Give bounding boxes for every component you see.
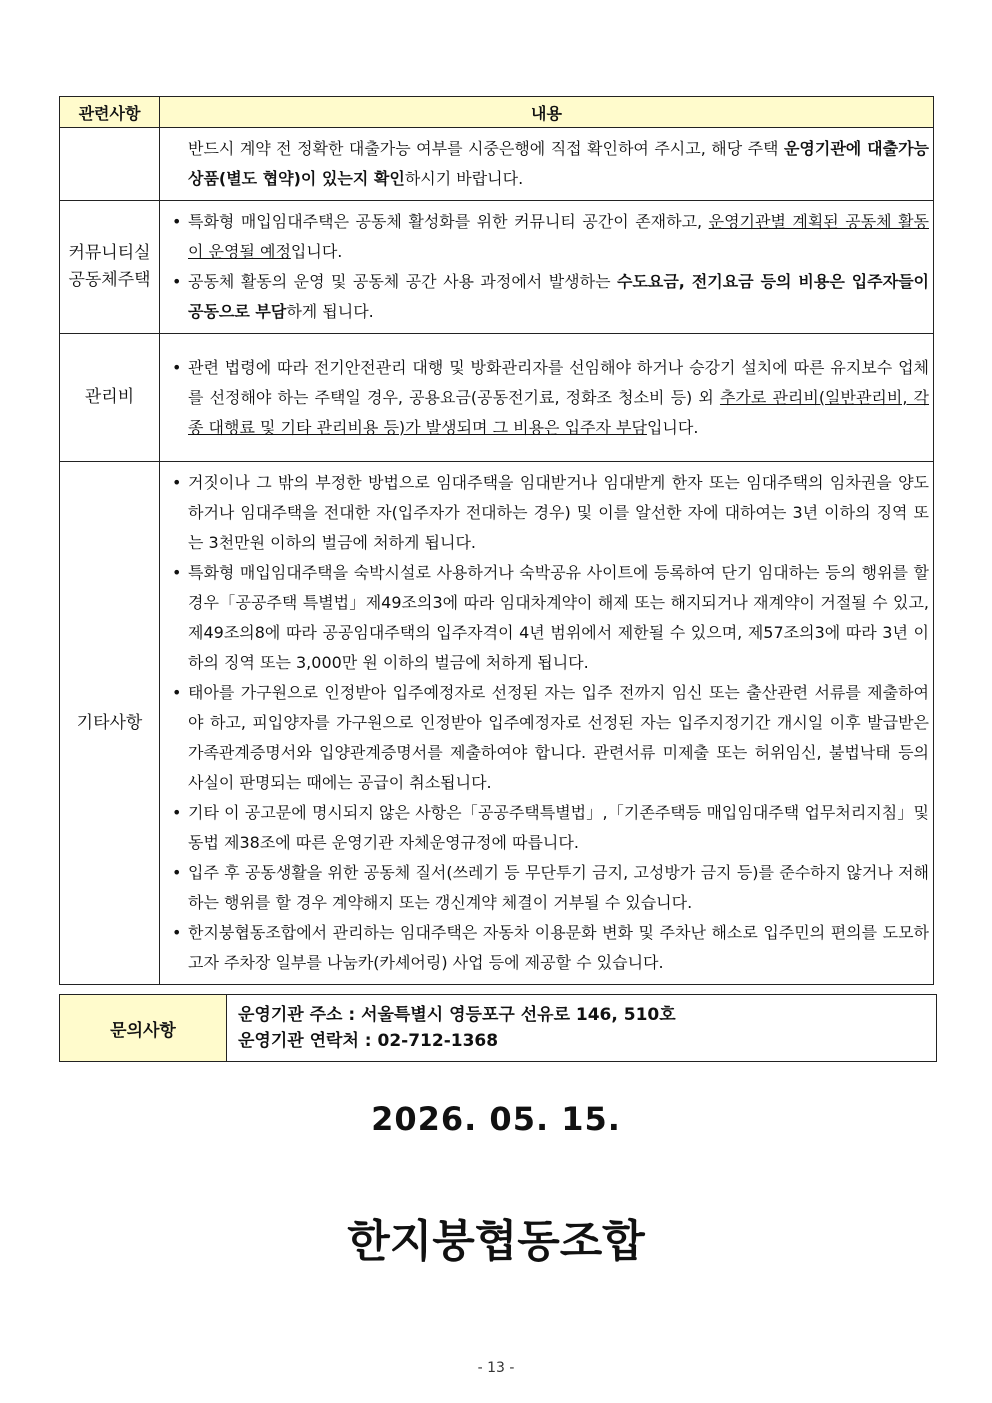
page-number: - 13 - — [477, 1360, 515, 1376]
list-item: • 특화형 매입임대주택은 공동체 활성화를 위한 커뮤니티 공간이 존재하고, 운영기관별 계획된 공동체 활동이 운영될 예정입니다. — [168, 207, 929, 267]
contact-label: 문의사항 — [60, 995, 227, 1062]
contact-phone: 운영기관 연락처 : 02-712-1368 — [238, 1031, 499, 1051]
row-content-community — [160, 201, 934, 334]
list-item: • 거짓이나 그 밖의 부정한 방법으로 임대주택을 임대받거나 임대받게 한자 또는 임대주택의 임차권을 양도하거나 임대주택을 전대한 자(입주자가 전대하는 경우) 및 이를 알선한 자에 대하여는 3년 이하의 징역 또는 3천만원 이하의 벌금에 처하게 됩니다. — [168, 468, 929, 558]
row-content-loan — [160, 128, 934, 201]
row-category-maintenance: 관리비 — [60, 334, 160, 462]
bullet-list — [168, 468, 929, 978]
row-content-other — [160, 462, 934, 985]
table-row — [60, 128, 934, 201]
loan-paragraph: 반드시 계약 전 정확한 대출가능 여부를 시중은행에 직접 확인하여 주시고, 해당 주택 운영기관에 대출가능 상품(별도 협약)이 있는지 확인하시기 바랍니다. — [188, 139, 929, 188]
header-category: 관련사항 — [60, 97, 160, 128]
list-item: • 관련 법령에 따라 전기안전관리 대행 및 방화관리자를 선임해야 하거나 승강기 설치에 따른 유지보수 업체를 선정해야 하는 주택일 경우, 공용요금(공동전기료, 정화조 청소비 등) 외 추가로 관리비(일반관리비, 각종 대행료 및 기타 관리비용 등)가 발생되며 그 비용은 입주자 부담입니다. — [168, 353, 929, 443]
table-row — [60, 334, 934, 462]
list-item: • 태아를 가구원으로 인정받아 입주예정자로 선정된 자는 입주 전까지 임신 또는 출산관련 서류를 제출하여야 하고, 피입양자를 가구원으로 인정받아 입주예정자로 선정된 자는 입주지정기간 개시일 이후 발급받은 가족관계증명서와 입양관계증명서를 제출하여야 합니다. 관련서류 미제출 또는 허위임신, 불법낙태 등의 사실이 판명되는 때에는 공급이 취소됩니다. — [168, 678, 929, 798]
row-category-other: 기타사항 — [60, 462, 160, 985]
list-item: • 특화형 매입임대주택을 숙박시설로 사용하거나 숙박공유 사이트에 등록하여 단기 임대하는 등의 행위를 할 경우「공공주택 특별법」제49조의3에 따라 임대차계약이 해제 또는 해지되거나 재계약이 거절될 수 있고, 제49조의8에 따라 공공임대주택의 입주자격이 4년 범위에서 제한될 수 있으며, 제57조의3에 따라 3년 이하의 징역 또는 3,000만 원 이하의 벌금에 처하게 됩니다. — [168, 558, 929, 678]
row-category-empty — [60, 128, 160, 201]
header-content: 내용 — [160, 97, 934, 128]
list-item: • 기타 이 공고문에 명시되지 않은 사항은「공공주택특별법」,「기존주택등 매입임대주택 업무처리지침」및 동법 제38조에 따른 운영기관 자체운영규정에 따릅니다. — [168, 798, 929, 858]
list-item: • 공동체 활동의 운영 및 공동체 공간 사용 과정에서 발생하는 수도요금, 전기요금 등의 비용은 입주자들이 공동으로 부담하게 됩니다. — [168, 267, 929, 327]
bullet-list — [168, 353, 929, 443]
row-category-community: 커뮤니티실 공동체주택 — [60, 201, 160, 334]
list-item: • 입주 후 공동생활을 위한 공동체 질서(쓰레기 등 무단투기 금지, 고성방가 금지 등)를 준수하지 않거나 저해하는 행위를 할 경우 계약해지 또는 갱신계약 체결이 거부될 수 있습니다. — [168, 858, 929, 918]
list-item: • 한지붕협동조합에서 관리하는 임대주택은 자동차 이용문화 변화 및 주차난 해소로 입주민의 편의를 도모하고자 주차장 일부를 나눔카(카셰어링) 사업 등에 제공할 수 있습니다. — [168, 918, 929, 978]
table-header-row — [60, 97, 934, 128]
table-row — [60, 201, 934, 334]
row-content-maintenance — [160, 334, 934, 462]
contact-address: 운영기관 주소 : 서울특별시 영등포구 선유로 146, 510호 — [238, 1005, 676, 1025]
bullet-list — [168, 207, 929, 327]
organization-name: 한지붕협동조합 — [347, 1216, 645, 1267]
contact-row — [60, 995, 937, 1062]
notice-date: 2026. 05. 15. — [371, 1100, 621, 1138]
contact-table — [59, 994, 937, 1062]
notice-table — [59, 96, 934, 985]
table-row — [60, 462, 934, 985]
contact-body — [227, 995, 937, 1062]
